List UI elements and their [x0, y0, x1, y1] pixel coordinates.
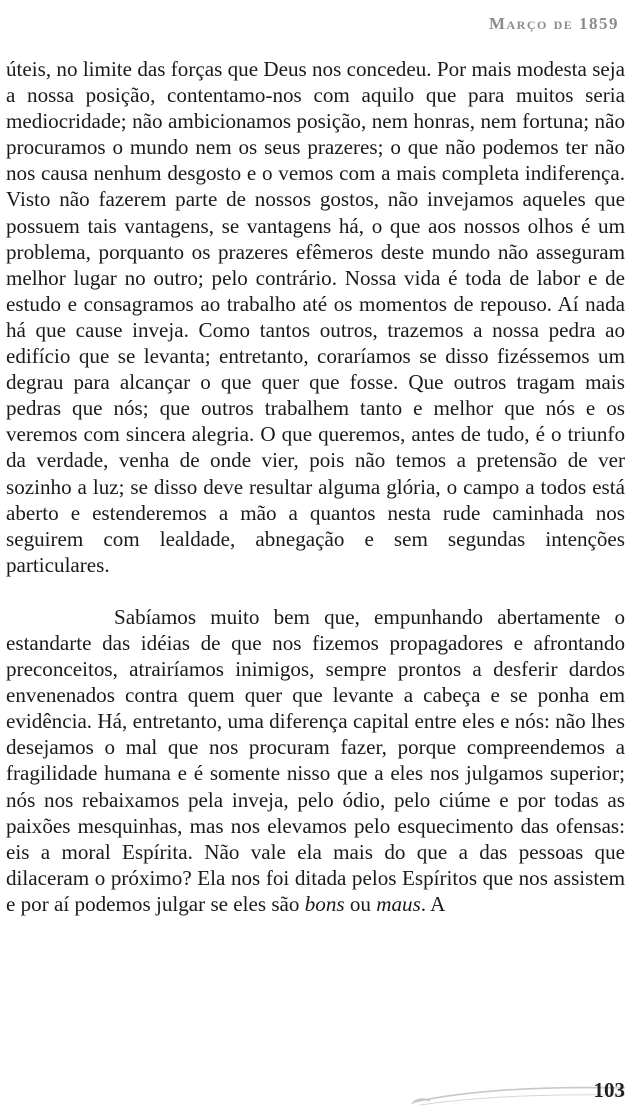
paragraph-2-mid: ou: [344, 891, 377, 916]
paragraph-2-text: Sabíamos muito bem que, empunhando abertamente o estandarte das idéias de que nos fizemos propagadores e afrontando preconceitos, atrairíamos inimigos, sempre prontos a desferir dardos envenenados contra quem quer que levante a cabeça e se ponha em evidência. Há, entretanto, uma diferença capital entre eles e nós: não lhes desejamos o mal que nos procuram fazer, porque compreendemos a fragilidade humana e é somente nisso que a eles nos julgamos superior; nós nos rebaixamos pela inveja, pelo ódio, pelo ciúme e por todas as paixões mesquinhas, mas nos elevamos pelo esquecimento das ofensas: eis a moral Espírita. Não vale ela mais do que a das pessoas que dilaceram o próximo? Ela nos foi ditada pelos Espíritos que nos assistem e por aí podemos julgar se eles são: [6, 604, 625, 916]
running-header: Março de 1859: [488, 14, 619, 33]
page-footer: [410, 1068, 631, 1109]
paragraph-2: [6, 604, 625, 917]
page-body: [6, 56, 625, 917]
paragraph-1: úteis, no limite das forças que Deus nos concedeu. Por mais modesta seja a nossa posição, contentamo-nos com aquilo que para muitos seria mediocridade; não ambicionamos posição, nem honras, nem fortuna; não procuramos o mundo nem os seus prazeres; o que não podemos ter não nos causa nenhum desgosto e o vemos com a mais completa indiferença. Visto não fazerem parte de nossos gostos, não invejamos aqueles que possuem tais vantagens, se vantagens há, o que aos nossos olhos é um problema, porquanto os prazeres efêmeros deste mundo não asseguram melhor lugar no outro; pelo contrário. Nossa vida é toda de labor e de estudo e consagramos ao trabalho até os momentos de repouso. Aí nada há que cause inveja. Como tantos outros, trazemos a nossa pedra ao edifício que se levanta; entretanto, coraríamos se disso fizéssemos um degrau para alcançar o que quer que fosse. Que outros tragam mais pedras que nós; que outros trabalhem tanto e melhor que nós e os veremos com sincera alegria. O que queremos, antes de tudo, é o triunfo da verdade, venha de onde vier, pois não temos a pretensão de ver sozinho a luz; se disso deve resultar alguma glória, o campo a todos está aberto e estenderemos a mão a quantos nesta rude caminhada nos seguirem com lealdade, abnegação e sem segundas intenções particulares.: [6, 57, 625, 577]
page-number: 103: [593, 1078, 625, 1102]
emphasis-maus: maus: [376, 891, 421, 916]
paragraph-2-end: . A: [420, 891, 446, 916]
emphasis-bons: bons: [304, 891, 345, 916]
